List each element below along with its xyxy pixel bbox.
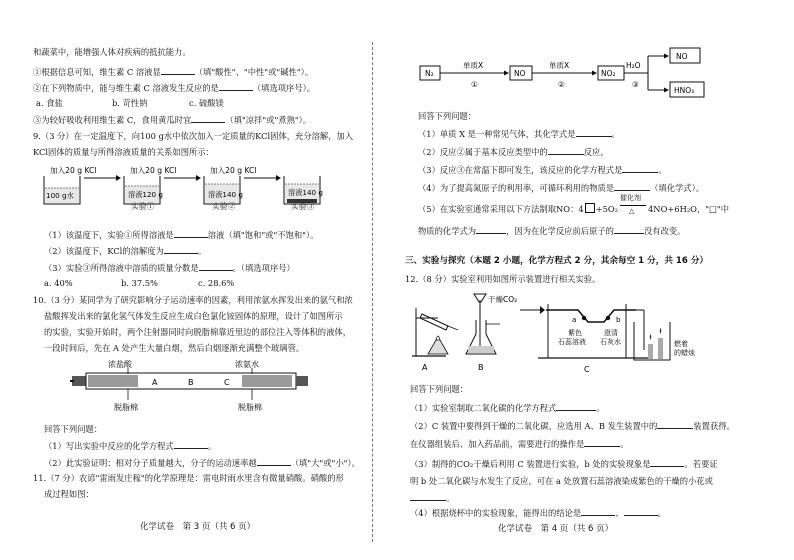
tube-cotton-label-1: 脱脂棉 (114, 403, 138, 412)
answer-blank[interactable] (164, 245, 198, 254)
answer-blank[interactable] (581, 507, 615, 516)
question-10-stem: 的实验，实验开始时，两个注射器同时向脱脂棉靠近里边的部位注入等体积的液体， (44, 327, 351, 337)
q-text: 4NO+6H₂O，"□"中 (648, 204, 730, 214)
question-9-3 (44, 262, 295, 273)
arrow-3 (244, 175, 281, 181)
q-text: 。 (611, 129, 620, 139)
q-text: （填"大"或"小"）。 (290, 458, 360, 468)
q-text: （1）该温度下，实验①所得溶液是 (44, 230, 174, 240)
question-12-stem: 12.（8 分）实验室利用如图所示装置进行相关实验。 (405, 274, 601, 284)
option-a: a. 食盐 (36, 98, 63, 108)
beaker2-top-label: 加入20 g KCl (130, 166, 177, 175)
answer-blank[interactable] (161, 66, 195, 75)
q-text: （3）制得的CO₂干燥后利用 C 装置进行实验，b 处的实验现象是 (410, 459, 651, 469)
arrow-2 (164, 175, 201, 181)
q-text: （填"凉拌"或"煮熟"）。 (225, 115, 312, 125)
question-11-stem: 11.（7 分）农谚"雷雨发庄稼"的化学原理是：雷电时雨水里含有微量硝酸。硝酸的形 (33, 473, 344, 483)
flow-label-no2: NO₂ (601, 69, 616, 78)
answer-blank[interactable] (576, 128, 612, 137)
q-text: （2）此实验证明：相对分子质量越大，分子的运动速率越 (44, 458, 257, 468)
question-9-stem: KCl固体的质量与所得溶液质量的关系如图所示： (33, 147, 214, 157)
question-10-stem: 盐酸挥发出来的氯化氢气体发生反应生成白色氯化铵固体的原理，设计了如图所示 (44, 311, 343, 321)
heat-symbol: △ (629, 207, 635, 215)
beaker3-top-label: 加入20 g KCl (210, 166, 257, 175)
cotton-right (242, 375, 292, 387)
answer-blank[interactable] (584, 438, 620, 447)
answer-blank[interactable] (624, 507, 658, 516)
flow-label-step1: ① (471, 80, 478, 89)
q-text: （3）反应③在常温下即可发生，该反应的化学方程式是 (418, 165, 623, 175)
app-point-a: a (572, 316, 577, 324)
q-text: 物质的化学式为 (418, 226, 477, 236)
syringe-right (296, 376, 308, 386)
flow-label-x1: 单质X (463, 61, 484, 70)
q-text: （填"酸性"、"中性"或"碱性"）。 (194, 67, 314, 77)
q-text: （填选项序号）。 (252, 83, 316, 93)
answer-blank[interactable] (614, 182, 650, 191)
q-text: 反应。 (583, 147, 609, 157)
apparatus-figure (408, 290, 748, 380)
q-text: 没有改变。 (643, 226, 686, 236)
beaker2-side-label: 溶液120 g (128, 190, 163, 199)
question-12-2-cont (410, 438, 629, 449)
q-text: 。若要证 (684, 459, 718, 469)
option-b: b. 苛性钠 (112, 98, 148, 108)
flow-label-step2: ② (558, 80, 565, 89)
q-text: 、 (615, 508, 624, 518)
q-text: （2）该温度下，KCl的溶解度为 (44, 246, 164, 256)
question-12-1 (410, 402, 605, 413)
reaction-condition (618, 194, 648, 215)
exp-2-label: 实验② (212, 202, 236, 211)
question-10-stem: 一段时间后，先在 A 处产生大量白烟，然后白烟逐渐充满整个玻璃管。 (44, 343, 305, 353)
answer-blank[interactable] (191, 114, 225, 123)
q-text: 。 (446, 493, 455, 503)
reaction-arrow (620, 205, 646, 206)
q-text: （1）实验室制取二氧化碳的化学方程式 (410, 403, 557, 413)
unknown-substance-box (585, 203, 595, 213)
question-12-3-cont: 明 b 处二氧化碳与水发生了反应，可在 a 处放置石蕊溶液染成紫色的干燥的小花或 (410, 476, 713, 486)
q-text: （4）为了提高氮原子的利用率，可循环利用的物质是 (418, 183, 615, 193)
app-dry-co2-label: 干燥CO₂ (488, 295, 518, 304)
app-point-b: b (616, 316, 621, 324)
q-text: （1）写出实验中反应的化学方程式 (44, 441, 174, 451)
question-11-3 (418, 164, 667, 175)
tube-point-b: B (188, 378, 194, 387)
answer-blank[interactable] (614, 225, 644, 234)
left-page (0, 0, 372, 560)
flow-label-hno3: HNO₃ (674, 86, 695, 95)
q-text: ③为较好吸收利用维生素 C，食用黄瓜时宜 (33, 115, 192, 125)
question-10-2 (44, 457, 360, 468)
exp-1-label: 实验① (131, 202, 155, 211)
q-text: ②在下列物质中，能与维生素 C 溶液发生反应的是 (33, 83, 219, 93)
q-text: 。 (620, 439, 629, 449)
app-label-a: A (422, 363, 428, 372)
answer-blank[interactable] (219, 82, 253, 91)
apparatus-c (520, 304, 648, 358)
arrow-1 (84, 175, 121, 181)
tube-point-a: A (152, 378, 158, 387)
tube-nh3-label: 浓氨水 (235, 360, 259, 369)
beaker3-side-label: 溶液140 g (208, 190, 243, 199)
answer-prompt: 回答下列问题： (410, 384, 469, 394)
q-text: 在仪器组装后、加入药品前，需要进行的操作是 (410, 439, 585, 449)
q-text: 装置获得。 (693, 421, 735, 431)
question-12-4 (410, 507, 666, 518)
app-candle-label: 的蜡烛 (674, 349, 695, 357)
tube-cotton-label-2: 脱脂棉 (238, 403, 262, 412)
question-8-1 (33, 66, 313, 77)
question-10-stem: 10.（3 分）某同学为了研究影响分子运动速率的因素，利用浓氨水挥发出来的氨气和浓 (33, 295, 353, 305)
question-11-stem: 成过程如图： (44, 489, 94, 499)
question-11-1 (418, 128, 620, 139)
app-litmus-label: 石蕊溶液 (558, 338, 586, 346)
q-text: 。 (596, 403, 605, 413)
answer-blank[interactable] (476, 225, 506, 234)
question-12-3 (410, 458, 718, 469)
q-text: +5O₂ (595, 204, 619, 214)
q-text: ，因为在化学反应前后原子的 (506, 226, 614, 236)
answer-blank[interactable] (657, 420, 693, 429)
question-11-5-cont (418, 225, 685, 236)
q-text: （1）单质 X 是一种常见气体，其化学式是 (418, 129, 576, 139)
app-label-c: C (584, 365, 590, 374)
question-8-2 (33, 82, 315, 93)
question-12-3-cont (410, 492, 454, 503)
text-line: 和蔬菜中，能增强人体对疾病的抵抗能力。 (33, 47, 191, 57)
page-footer-3: 化学试卷 第 3 页（共 6 页） (140, 522, 256, 532)
answer-blank[interactable] (174, 440, 208, 449)
question-9-2 (44, 245, 206, 256)
exp-3-label: 实验③ (291, 202, 315, 211)
q-text: 溶液（填"饱和"或"不饱和"）。 (207, 230, 319, 240)
q-text: （2）C 装置中要得到干燥的二氧化碳，应选用 A、B 发生装置中的 (410, 421, 658, 431)
option-b: b. 37.5% (121, 278, 158, 288)
question-10-1 (44, 440, 216, 451)
app-clear-label: 澄清 (604, 329, 618, 337)
q-text: （填化学式）。 (650, 183, 705, 193)
answer-blank[interactable] (199, 262, 233, 271)
answer-blank[interactable] (650, 458, 684, 467)
flow-label-x2: 单质X (549, 61, 570, 70)
question-9-stem: 9.（3 分）在一定温度下，向100 g水中依次加入一定质量的KCl固体，充分溶解，加入 (33, 131, 354, 141)
answer-blank[interactable] (257, 457, 291, 466)
glass-tube-figure (70, 360, 310, 416)
cotton-left (88, 375, 138, 387)
q-text: ①根据信息可知，维生素 C 溶液显 (33, 67, 161, 77)
flow-label-n2: N₂ (425, 69, 434, 78)
app-burn-label: 燃着 (674, 340, 688, 348)
option-a: a. 40% (44, 278, 73, 288)
flow-label-no: NO (514, 69, 526, 78)
q-text: 。 (197, 246, 207, 256)
q-text: 。（填选项序号） (232, 263, 295, 273)
answer-blank[interactable] (622, 164, 658, 173)
question-11-5 (418, 194, 730, 215)
answer-blank[interactable] (556, 402, 596, 411)
tube-point-c: C (224, 378, 230, 387)
question-11-4 (418, 182, 704, 193)
page-footer-4: 化学试卷 第 4 页（共 6 页） (498, 524, 614, 534)
apparatus-a (412, 308, 458, 356)
app-purple-label: 紫色 (568, 329, 582, 337)
option-c: c. 硫酸镁 (189, 98, 224, 108)
answer-prompt: 回答下列问题： (418, 111, 477, 121)
answer-blank[interactable] (410, 492, 446, 501)
answer-blank[interactable] (548, 146, 584, 155)
q-text: （2）反应②属于基本反应类型中的 (418, 147, 548, 157)
flow-label-no-out: NO (676, 52, 688, 61)
question-8-3 (33, 114, 311, 125)
q-text: （3）实验③所得溶液中溶质的质量分数是 (44, 263, 199, 273)
q-text: 。 (657, 508, 666, 518)
nitrogen-flow-diagram (418, 44, 708, 100)
q-text: 。 (207, 441, 217, 451)
q-text: 。 (658, 165, 667, 175)
flow-label-h2o: H₂O (626, 61, 641, 70)
question-9-1 (44, 229, 318, 240)
q-text: （4）根据烧杯中的实验现象，能得出的结论是 (410, 508, 582, 518)
question-11-2 (418, 146, 609, 157)
q-text: （5）在实验室通常采用以下方法制取NO：4 (418, 204, 584, 214)
candle-beaker (634, 322, 670, 360)
beaker1-top-label: 加入20 g KCl (50, 166, 97, 175)
question-12-2 (410, 420, 735, 431)
answer-prompt: 回答下列问题： (44, 424, 103, 434)
answer-blank[interactable] (174, 229, 208, 238)
syringe-left (70, 376, 86, 386)
right-page (378, 0, 794, 560)
page-divider (372, 42, 373, 542)
beaker4-side-label: 溶液140 g (288, 188, 323, 197)
tube-hcl-label: 浓盐酸 (108, 360, 132, 369)
beaker1-side-label: 100 g水 (46, 191, 74, 200)
app-lime-label: 石灰水 (600, 338, 621, 346)
option-c: c. 28.6% (198, 278, 235, 288)
section-3-heading: 三、实验与探究（本题 2 小题，化学方程式 2 分，其余每空 1 分，共 16 分） (405, 256, 709, 266)
app-label-b: B (478, 363, 484, 372)
flow-label-step3: ③ (632, 80, 639, 89)
catalyst-label: 催化剂 (620, 194, 642, 202)
